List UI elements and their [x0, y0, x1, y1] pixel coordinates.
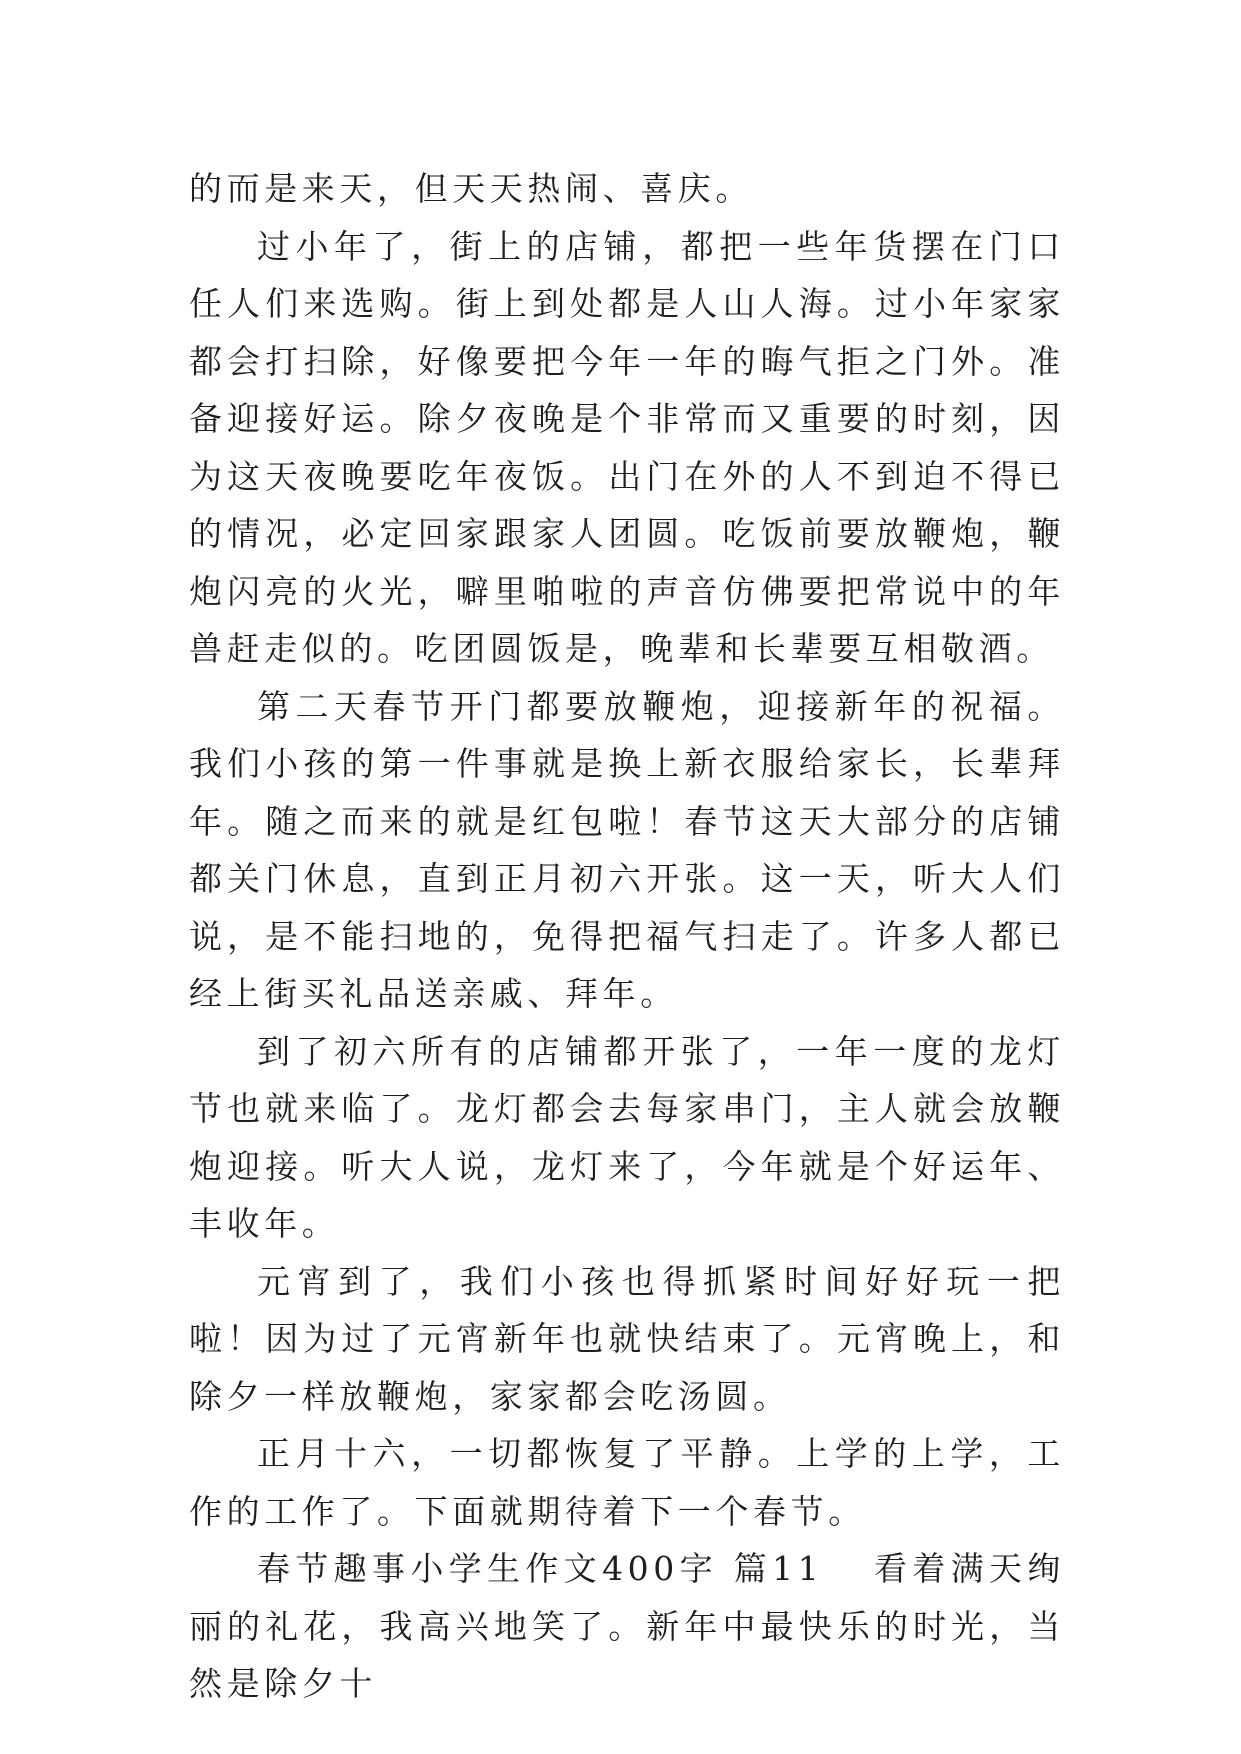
article-opening-text: 看着满天绚丽的礼花，我高兴地笑了。新年中最快乐的时光，当然是除夕十 [189, 1549, 1065, 1703]
document-body [189, 160, 1065, 1713]
paragraph-6: 正月十六，一切都恢复了平静。上学的上学，工作的工作了。下面就期待着下一个春节。 [189, 1434, 1065, 1531]
paragraph-5: 元宵到了，我们小孩也得抓紧时间好好玩一把啦！因为过了元宵新年也就快结束了。元宵晚上，和除夕一样放鞭炮，家家都会吃汤圆。 [189, 1261, 1065, 1416]
paragraph-3: 第二天春节开门都要放鞭炮，迎接新年的祝福。我们小孩的第一件事就是换上新衣服给家长，长辈拜年。随之而来的就是红包啦！春节这天大部分的店铺都关门休息，直到正月初六开张。这一天，听大人们说，是不能扫地的，免得把福气扫走了。许多人都已经上街买礼品送亲戚、拜年。 [189, 686, 1065, 1013]
article-heading: 春节趣事小学生作文400字 篇11 [257, 1549, 824, 1588]
paragraph-1: 的而是来天，但天天热闹、喜庆。 [189, 169, 753, 208]
paragraph-4: 到了初六所有的店铺都开张了，一年一度的龙灯节也就来临了。龙灯都会去每家串门，主人就会放鞭炮迎接。听大人说，龙灯来了，今年就是个好运年、丰收年。 [189, 1031, 1065, 1243]
paragraph-2: 过小年了，街上的店铺，都把一些年货摆在门口任人们来选购。街上到处都是人山人海。过小年家家都会打扫除，好像要把今年一年的晦气拒之门外。准备迎接好运。除夕夜晚是个非常而又重要的时刻，因为这天夜晚要吃年夜饭。出门在外的人不到迫不得已的情况，必定回家跟家人团圆。吃饭前要放鞭炮，鞭炮闪亮的火光，噼里啪啦的声音仿佛要把常说中的年兽赶走似的。吃团圆饭是，晚辈和长辈要互相敬酒。 [189, 226, 1065, 668]
paragraph-7 [189, 1540, 1065, 1713]
